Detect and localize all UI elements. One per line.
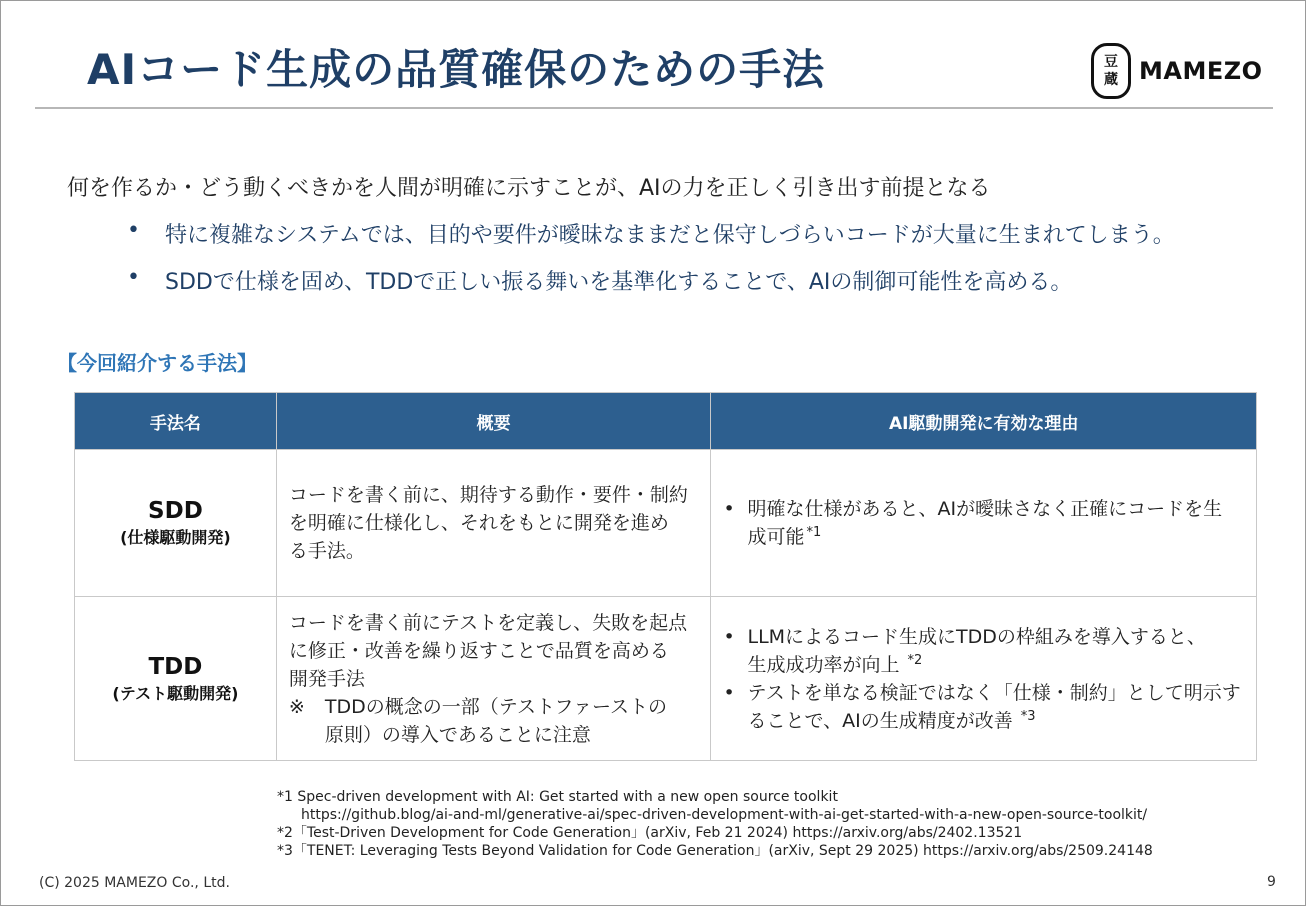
- method-name: TDD: [148, 653, 203, 680]
- table-row: [75, 597, 1257, 761]
- company-logo: [1091, 43, 1263, 99]
- summary-cell: [276, 597, 711, 761]
- table-header-row: [75, 393, 1257, 450]
- note-line: 原則）の導入であることに注意: [324, 723, 591, 746]
- method-name-cell: [75, 450, 277, 597]
- footnote-2: *2「Test-Driven Development for Code Generation」(arXiv, Feb 21 2024) https://arxiv.org/abs/2402.13521: [277, 825, 1023, 841]
- methods-table: [74, 392, 1257, 761]
- reason-line: 生成成功率が向上: [747, 653, 900, 676]
- reason-line: 成可能: [747, 526, 805, 548]
- method-name-sub: (仕様駆動開発): [120, 528, 231, 547]
- reason-item: [723, 495, 1244, 551]
- footnote-1-url[interactable]: https://github.blog/ai-and-ml/generative-ai/spec-driven-development-with-ai-get-started-with-a-new-open-source-toolkit/: [301, 807, 1148, 823]
- footnote-ref: *3: [1020, 708, 1036, 724]
- bullet-dot-icon: •: [723, 625, 735, 648]
- header-reason: AI駆動開発に有効な理由: [711, 393, 1257, 450]
- section-label: 【今回紹介する手法】: [57, 351, 257, 375]
- copyright: (C) 2025 MAMEZO Co., Ltd.: [39, 875, 230, 891]
- logo-mark-icon: [1091, 43, 1131, 99]
- bullet-text: SDDで仕様を固め、TDDで正しい振る舞いを基準化することで、AIの制御可能性を高める。: [165, 270, 1073, 295]
- bullet-list: [127, 218, 1175, 312]
- reason-cell: [711, 450, 1257, 597]
- summary-line: を明確に仕様化し、それをもとに開発を進め: [288, 512, 669, 534]
- bullet-item: [127, 265, 1175, 312]
- reason-item: [723, 623, 1244, 679]
- bullet-text: 特に複雑なシステムでは、目的や要件が曖昧なままだと保守しづらいコードが大量に生まれてしまう。: [165, 223, 1175, 248]
- logo-mark-bottom: 蔵: [1104, 72, 1118, 88]
- method-name-cell: [75, 597, 277, 761]
- page-number: 9: [1267, 874, 1276, 890]
- page-title: AIコード生成の品質確保のための手法: [87, 45, 826, 94]
- note-line: TDDの概念の一部（テストファーストの: [324, 695, 668, 718]
- logo-mark-top: 豆: [1104, 54, 1118, 70]
- footnote-1: *1 Spec-driven development with AI: Get started with a new open source toolkit: [277, 789, 838, 805]
- logo-text: MAMEZO: [1139, 57, 1263, 85]
- summary-line: コードを書く前にテストを定義し、失敗を起点: [288, 611, 688, 634]
- bullet-dot-icon: •: [723, 498, 735, 520]
- table-row: [75, 450, 1257, 597]
- summary-line: 開発手法: [288, 667, 365, 690]
- reason-line: 明確な仕様があると、AIが曖昧さなく正確にコードを生: [747, 498, 1223, 520]
- reason-item: [723, 679, 1244, 735]
- header-summary: 概要: [276, 393, 711, 450]
- reason-line: LLMによるコード生成にTDDの枠組みを導入すると、: [747, 625, 1206, 648]
- footnote-ref: *2: [907, 652, 923, 668]
- summary-note: [289, 693, 701, 749]
- footnote-ref: *1: [806, 525, 822, 540]
- reason-cell: [711, 597, 1257, 761]
- footnotes: [277, 788, 1153, 860]
- reason-line: ることで、AIの生成精度が改善: [747, 709, 1013, 732]
- header-method-name: 手法名: [75, 393, 277, 450]
- method-name: SDD: [148, 498, 203, 524]
- summary-line: に修正・改善を繰り返すことで品質を高める: [288, 639, 669, 662]
- bullet-dot-icon: •: [127, 265, 140, 290]
- footnote-3: *3「TENET: Leveraging Tests Beyond Validation for Code Generation」(arXiv, Sept 29 2025) https://arxiv.org/abs/2509.24148: [277, 843, 1153, 859]
- summary-line: コードを書く前に、期待する動作・要件・制約: [288, 484, 688, 506]
- note-mark: ※: [288, 695, 305, 718]
- summary-cell: [276, 450, 711, 597]
- summary-line: る手法。: [288, 540, 365, 562]
- reason-line: テストを単なる検証ではなく「仕様・制約」として明示す: [747, 681, 1241, 704]
- bullet-dot-icon: •: [127, 218, 140, 243]
- bullet-item: [127, 218, 1175, 265]
- method-name-sub: (テスト駆動開発): [112, 683, 239, 703]
- title-divider: [35, 107, 1273, 109]
- bullet-dot-icon: •: [723, 681, 735, 704]
- lead-statement: 何を作るか・どう動くべきかを人間が明確に示すことが、AIの力を正しく引き出す前提となる: [67, 176, 991, 201]
